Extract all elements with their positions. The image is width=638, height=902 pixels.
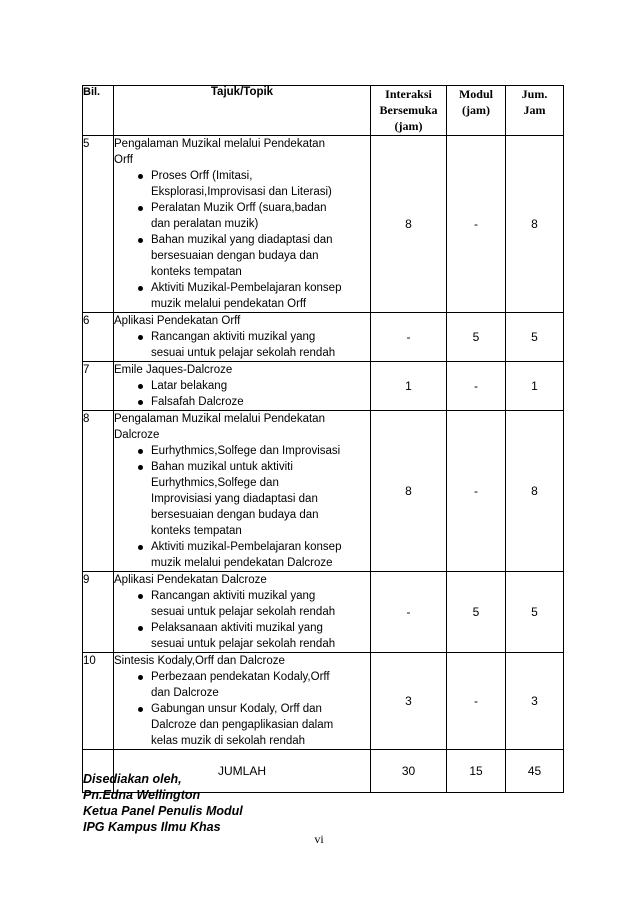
subtopic-line: Bahan muzikal untuk aktiviti	[151, 461, 293, 473]
subtopic-line: dan peralatan muzik)	[151, 218, 259, 230]
subtopic-item	[114, 588, 370, 620]
subtopic-list	[114, 669, 370, 749]
subtopic-item	[114, 539, 370, 571]
topic-cell	[114, 313, 371, 362]
subtopic-line: Bahan muzikal yang diadaptasi dan	[151, 234, 333, 246]
bullet-icon	[138, 626, 143, 631]
prepared-by-line: Disediakan oleh,	[83, 772, 182, 786]
prepared-by-role: Ketua Panel Penulis Modul	[83, 804, 243, 818]
subtopic-line: konteks tempatan	[151, 525, 242, 537]
total-modul: 15	[447, 750, 506, 793]
topic-title-line: Pengalaman Muzikal melalui Pendekatan	[114, 138, 325, 150]
subtopic-line: muzik melalui pendekatan Dalcroze	[151, 557, 333, 569]
bullet-icon	[138, 238, 143, 243]
subtopic-item	[114, 394, 370, 410]
bullet-icon	[138, 449, 143, 454]
bullet-icon	[138, 206, 143, 211]
interaksi-hours: 8	[371, 136, 447, 313]
subtopic-item	[114, 378, 370, 394]
row-number: 8	[83, 411, 114, 572]
subtopic-item	[114, 669, 370, 701]
header-interaksi-line: Interaksi	[385, 87, 432, 101]
syllabus-table	[82, 85, 564, 793]
table-row	[83, 313, 564, 362]
bullet-icon	[138, 335, 143, 340]
modul-hours: -	[447, 653, 506, 750]
subtopic-line: Perbezaan pendekatan Kodaly,Orff	[151, 671, 330, 683]
subtopic-item	[114, 168, 370, 200]
subtopic-item	[114, 329, 370, 361]
subtopic-line: Eurhythmics,Solfege dan Improvisasi	[151, 445, 341, 457]
bullet-icon	[138, 594, 143, 599]
topic-title-line: Pengalaman Muzikal melalui Pendekatan	[114, 413, 325, 425]
bullet-icon	[138, 545, 143, 550]
total-hours: 5	[506, 313, 564, 362]
topic-title-line: Emile Jaques-Dalcroze	[114, 364, 233, 376]
subtopic-line: sesuai untuk pelajar sekolah rendah	[151, 347, 336, 359]
header-bil: Bil.	[83, 86, 114, 136]
subtopic-line: bersesuaian dengan budaya dan	[151, 250, 319, 262]
interaksi-hours: 1	[371, 362, 447, 411]
modul-hours: -	[447, 411, 506, 572]
row-number: 6	[83, 313, 114, 362]
subtopic-line: Peralatan Muzik Orff (suara,badan	[151, 202, 327, 214]
table-row	[83, 411, 564, 572]
subtopic-line: muzik melalui pendekatan Orff	[151, 298, 307, 310]
subtopic-line: Eurhythmics,Solfege dan	[151, 477, 279, 489]
modul-hours: 5	[447, 572, 506, 653]
page-number: vi	[314, 832, 324, 846]
subtopic-line: bersesuaian dengan budaya dan	[151, 509, 319, 521]
row-number: 10	[83, 653, 114, 750]
header-jum-line: Jum.	[521, 87, 548, 101]
header-modul-line: (jam)	[462, 103, 490, 117]
bullet-icon	[138, 286, 143, 291]
subtopic-list	[114, 378, 370, 410]
topic-cell	[114, 362, 371, 411]
bullet-icon	[138, 675, 143, 680]
header-topic: Tajuk/Topik	[114, 86, 371, 136]
modul-hours: -	[447, 362, 506, 411]
table-row	[83, 136, 564, 313]
bullet-icon	[138, 400, 143, 405]
prepared-by-block	[83, 771, 243, 835]
subtopic-line: Latar belakang	[151, 380, 228, 392]
total-jum: 45	[506, 750, 564, 793]
header-jum	[506, 86, 564, 136]
row-number: 7	[83, 362, 114, 411]
subtopic-item	[114, 200, 370, 232]
subtopic-line: Falsafah Dalcroze	[151, 396, 244, 408]
subtopic-line: sesuai untuk pelajar sekolah rendah	[151, 606, 336, 618]
subtopic-item	[114, 443, 370, 459]
topic-title-line: Orff	[114, 154, 133, 166]
subtopic-line: konteks tempatan	[151, 266, 242, 278]
subtopic-item	[114, 701, 370, 749]
interaksi-hours: 8	[371, 411, 447, 572]
subtopic-line: Aktiviti muzikal-Pembelajaran konsep	[151, 541, 342, 553]
modul-hours: 5	[447, 313, 506, 362]
bullet-icon	[138, 174, 143, 179]
total-label: JUMLAH	[114, 750, 371, 793]
bullet-icon	[138, 384, 143, 389]
topic-cell	[114, 411, 371, 572]
subtopic-line: Rancangan aktiviti muzikal yang	[151, 590, 316, 602]
subtopic-line: Gabungan unsur Kodaly, Orff dan	[151, 703, 322, 715]
row-number: 5	[83, 136, 114, 313]
prepared-by-institution: IPG Kampus Ilmu Khas	[83, 820, 221, 834]
total-hours: 3	[506, 653, 564, 750]
header-interaksi	[371, 86, 447, 136]
table-header-row	[83, 86, 564, 136]
total-hours: 8	[506, 411, 564, 572]
subtopic-item	[114, 459, 370, 539]
topic-title-line: Aplikasi Pendekatan Dalcroze	[114, 574, 267, 586]
topic-cell	[114, 136, 371, 313]
total-hours: 1	[506, 362, 564, 411]
total-hours: 8	[506, 136, 564, 313]
row-number: 9	[83, 572, 114, 653]
topic-title-line: Sintesis Kodaly,Orff dan Dalcroze	[114, 655, 285, 667]
modul-hours: -	[447, 136, 506, 313]
header-jum-line: Jam	[523, 103, 546, 117]
header-modul-line: Modul	[458, 87, 493, 101]
subtopic-line: Eksplorasi,Improvisasi dan Literasi)	[151, 186, 332, 198]
topic-cell	[114, 653, 371, 750]
subtopic-line: sesuai untuk pelajar sekolah rendah	[151, 638, 336, 650]
topic-title-line: Dalcroze	[114, 429, 160, 441]
topic-title-line: Aplikasi Pendekatan Orff	[114, 315, 241, 327]
subtopic-list	[114, 443, 370, 571]
subtopic-line: Pelaksanaan aktiviti muzikal yang	[151, 622, 323, 634]
subtopic-list	[114, 168, 370, 312]
bullet-icon	[138, 465, 143, 470]
table-row	[83, 653, 564, 750]
subtopic-item	[114, 280, 370, 312]
subtopic-item	[114, 232, 370, 280]
subtopic-line: dan Dalcroze	[151, 687, 219, 699]
subtopic-list	[114, 588, 370, 652]
prepared-by-name: Pn.Edna Wellington	[83, 788, 201, 802]
total-hours: 5	[506, 572, 564, 653]
header-interaksi-line: Bersemuka	[379, 103, 438, 117]
interaksi-hours: -	[371, 572, 447, 653]
subtopic-line: Improvisiasi yang diadaptasi dan	[151, 493, 318, 505]
topic-cell	[114, 572, 371, 653]
subtopic-line: Proses Orff (Imitasi,	[151, 170, 253, 182]
bullet-icon	[138, 707, 143, 712]
table-body	[83, 136, 564, 750]
header-interaksi-line: (jam)	[394, 119, 423, 133]
table-row	[83, 572, 564, 653]
header-modul	[447, 86, 506, 136]
subtopic-line: Aktiviti Muzikal-Pembelajaran konsep	[151, 282, 342, 294]
subtopic-line: kelas muzik di sekolah rendah	[151, 735, 306, 747]
total-interaksi: 30	[371, 750, 447, 793]
subtopic-list	[114, 329, 370, 361]
interaksi-hours: 3	[371, 653, 447, 750]
subtopic-item	[114, 620, 370, 652]
table-row	[83, 362, 564, 411]
subtopic-line: Rancangan aktiviti muzikal yang	[151, 331, 316, 343]
subtopic-line: Dalcroze dan pengaplikasian dalam	[151, 719, 334, 731]
interaksi-hours: -	[371, 313, 447, 362]
